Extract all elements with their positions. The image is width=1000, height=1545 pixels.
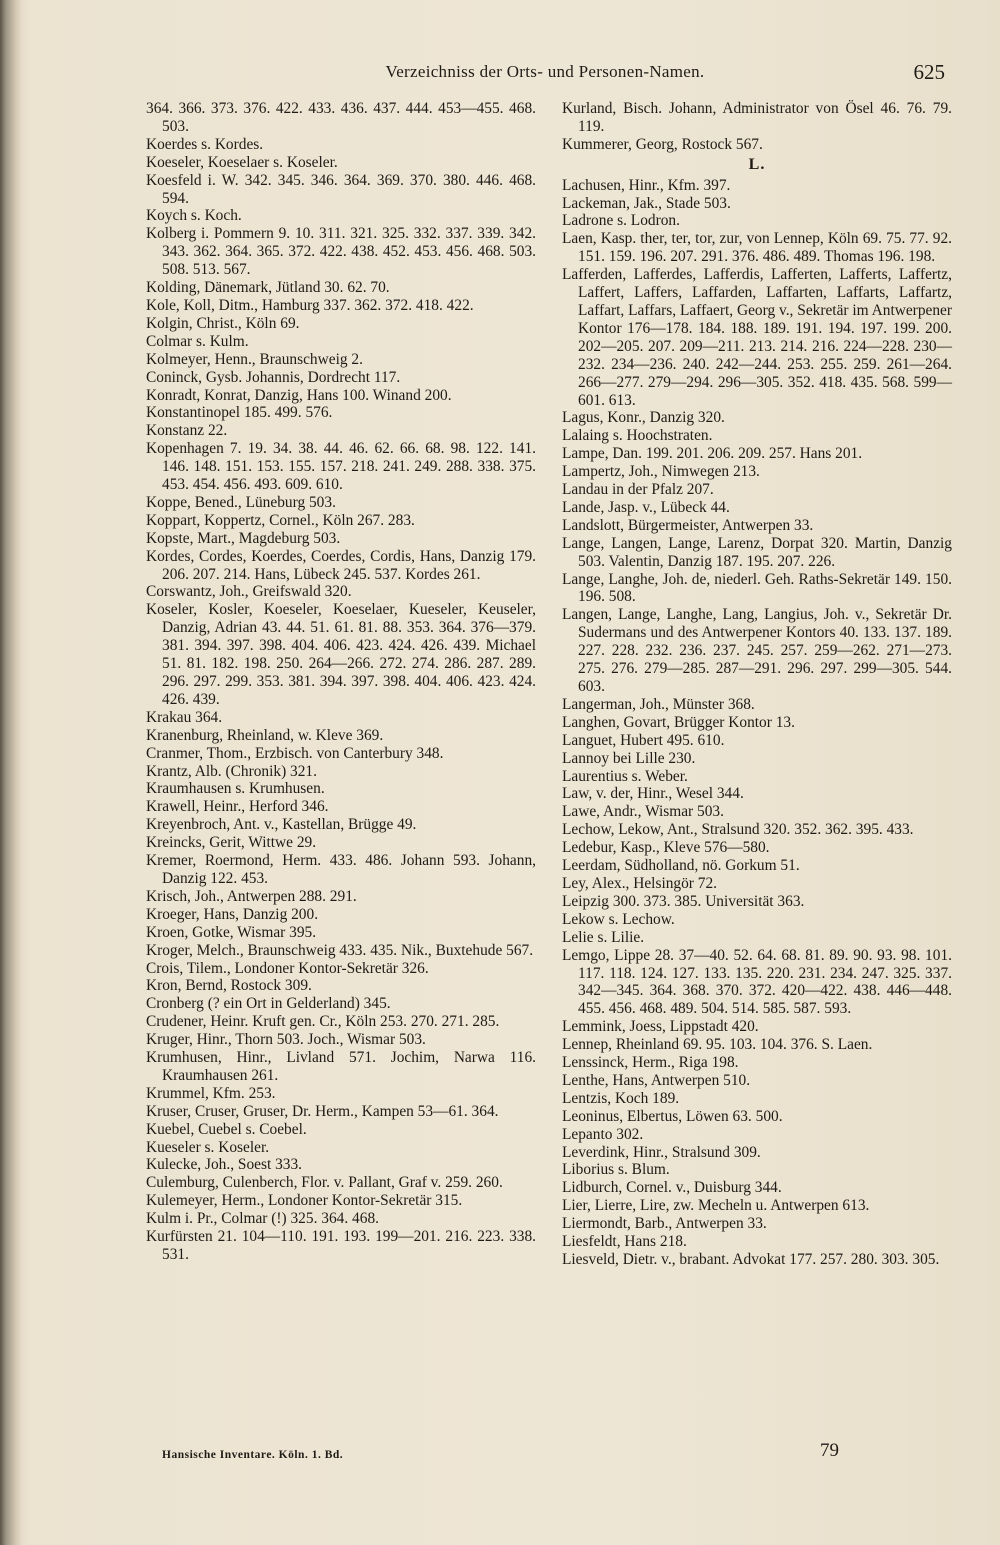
index-entry: Lechow, Lekow, Ant., Stralsund 320. 352. 362. 395. 433. xyxy=(562,821,914,839)
index-entry: Kolding, Dänemark, Jütland 30. 62. 70. xyxy=(146,279,390,297)
index-entry: Koesfeld i. W. 342. 345. 346. 364. 369. 370. 380. 446. 468. 594. xyxy=(146,171,536,207)
index-entry: Koseler, Kosler, Koeseler, Koeselaer, Kueseler, Keuseler, Danzig, Adrian 43. 44. 51. 61. 81. 88. 353. 364. 376—379. 381. 394. 397. 398. 404. 406. 423. 424. 426. 439. Michael 51. 81. 182. 198. 250. 264—266. 272. 274. 286. 287. 289. 296. 297. 299. 353. 381. 394. 397. 398. 404. 406. 423. 424. 426. 439. xyxy=(146,601,536,708)
index-entry: Coninck, Gysb. Johannis, Dordrecht 117. xyxy=(146,368,401,386)
index-entry: Lenthe, Hans, Antwerpen 510. xyxy=(562,1071,751,1089)
index-entry: Kruger, Hinr., Thorn 503. Joch., Wismar 503. xyxy=(146,1031,426,1049)
index-entry: Lentzis, Koch 189. xyxy=(562,1089,680,1107)
index-entry: Kreyenbroch, Ant. v., Kastellan, Brügge 49. xyxy=(146,816,417,834)
index-entry: Kopenhagen 7. 19. 34. 38. 44. 46. 62. 66. 68. 98. 122. 141. 146. 148. 151. 153. 155. 157. 218. 241. 249. 288. 338. 375. 453. 454. 456. 493. 609. 610. xyxy=(146,440,536,494)
index-entry: Krisch, Joh., Antwerpen 288. 291. xyxy=(146,887,357,905)
index-entry: Konstantinopel 185. 499. 576. xyxy=(146,404,333,422)
index-entry: Lachusen, Hinr., Kfm. 397. xyxy=(562,176,731,194)
index-entry: Landau in der Pfalz 207. xyxy=(562,481,714,499)
index-entry: Corswantz, Joh., Greifswald 320. xyxy=(146,583,352,601)
index-entry: Lidburch, Cornel. v., Duisburg 344. xyxy=(562,1179,782,1197)
page-number: 625 xyxy=(913,60,945,84)
index-entry: Kroeger, Hans, Danzig 200. xyxy=(146,905,319,923)
index-entry: Lekow s. Lechow. xyxy=(562,910,675,928)
index-entry: Kole, Koll, Ditm., Hamburg 337. 362. 372. 418. 422. xyxy=(146,296,474,314)
index-entry: Kolgin, Christ., Köln 69. xyxy=(146,314,300,332)
index-entry: Leverdink, Hinr., Stralsund 309. xyxy=(562,1143,761,1161)
index-entry: Lagus, Konr., Danzig 320. xyxy=(562,409,725,427)
index-entry: Ledebur, Kasp., Kleve 576—580. xyxy=(562,839,770,857)
index-entry: Lier, Lierre, Lire, zw. Mecheln u. Antwerpen 613. xyxy=(562,1197,870,1215)
index-column-left xyxy=(146,100,536,1264)
index-entry: Lennep, Rheinland 69. 95. 103. 104. 376. S. Laen. xyxy=(562,1036,873,1054)
index-entry: Kopste, Mart., Magdeburg 503. xyxy=(146,529,341,547)
index-entry: Cranmer, Thom., Erzbisch. von Canterbury 348. xyxy=(146,744,444,762)
index-entry: Colmar s. Kulm. xyxy=(146,332,249,350)
index-column-right xyxy=(562,100,952,1269)
index-entry: Kulecke, Joh., Soest 333. xyxy=(146,1156,303,1174)
index-entry: Lampertz, Joh., Nimwegen 213. xyxy=(562,463,760,481)
index-entry: Cronberg (? ein Ort in Gelderland) 345. xyxy=(146,995,391,1013)
index-entry: Languet, Hubert 495. 610. xyxy=(562,731,725,749)
index-entry: Lafferden, Lafferdes, Lafferdis, Lafferten, Lafferts, Laffertz, Laffert, Laffers, Laffarden, Laffarten, Laffarts, Laffartz, Laffart, Laffars, Laffaert, Georg v., Sekretär im Antwerpener Kontor 176—178. 184. 188. 189. 191. 194. 197. 199. 200. 202—205. 207. 209—211. 213. 214. 216. 224—228. 230—232. 234—236. 240. 242—244. 253. 255. 259. 261—264. 266—277. 279—294. 296—305. 352. 418. 435. 568. 599—601. 613. xyxy=(562,266,952,409)
index-entry: Koeseler, Koeselaer s. Koseler. xyxy=(146,153,338,171)
section-letter: L. xyxy=(748,155,766,173)
index-entry: Konradt, Konrat, Danzig, Hans 100. Winand 200. xyxy=(146,386,452,404)
index-entry: Kreincks, Gerit, Wittwe 29. xyxy=(146,834,317,852)
index-entry: Kolberg i. Pommern 9. 10. 311. 321. 325. 332. 337. 339. 342. 343. 362. 364. 365. 372. 422. 438. 452. 453. 456. 468. 503. 508. 513. 567. xyxy=(146,225,536,279)
index-entry: Krawell, Heinr., Herford 346. xyxy=(146,798,329,816)
index-entry: Koppe, Bened., Lüneburg 503. xyxy=(146,493,336,511)
page-header xyxy=(145,60,945,88)
index-entry: Kranenburg, Rheinland, w. Kleve 369. xyxy=(146,726,384,744)
index-entry: Langerman, Joh., Münster 368. xyxy=(562,695,755,713)
index-entry: Koych s. Koch. xyxy=(146,207,242,225)
index-entry: Lenssinck, Herm., Riga 198. xyxy=(562,1054,739,1072)
index-entry: Lawe, Andr., Wismar 503. xyxy=(562,803,724,821)
index-entry: Law, v. der, Hinr., Wesel 344. xyxy=(562,785,744,803)
index-entry: Culemburg, Culenberch, Flor. v. Pallant, Graf v. 259. 260. xyxy=(146,1174,503,1192)
index-entry: Kremer, Roermond, Herm. 433. 486. Johann 593. Johann, Danzig 122. 453. xyxy=(146,852,536,887)
index-entry: Leerdam, Südholland, nö. Gorkum 51. xyxy=(562,857,800,875)
entries-l xyxy=(562,177,952,1269)
index-entry: Ley, Alex., Helsingör 72. xyxy=(562,874,718,892)
index-entry: Lannoy bei Lille 230. xyxy=(562,749,696,767)
index-entry: Lange, Langhe, Joh. de, niederl. Geh. Raths-Sekretär 149. 150. 196. 508. xyxy=(562,570,952,606)
index-entry: Kulemeyer, Herm., Londoner Kontor-Sekretär 315. xyxy=(146,1192,463,1210)
index-entry: Krantz, Alb. (Chronik) 321. xyxy=(146,762,317,780)
index-entry: Koerdes s. Kordes. xyxy=(146,135,264,153)
index-entry: Lange, Langen, Lange, Larenz, Dorpat 320. Martin, Danzig 503. Valentin, Danzig 187. 195. 207. 226. xyxy=(562,534,952,570)
entries-k-continued xyxy=(562,100,952,154)
running-title: Verzeichniss der Orts- und Personen-Namen. xyxy=(385,62,705,81)
index-entry: Lalaing s. Hoochstraten. xyxy=(562,427,713,445)
index-entry: Crois, Tilem., Londoner Kontor-Sekretär 326. xyxy=(146,959,429,977)
index-entry: Kron, Bernd, Rostock 309. xyxy=(146,977,312,995)
index-entry: Laurentius s. Weber. xyxy=(562,767,688,785)
index-entry: Kruser, Cruser, Gruser, Dr. Herm., Kampen 53—61. 364. xyxy=(146,1102,499,1120)
index-entry: Kuebel, Cuebel s. Coebel. xyxy=(146,1120,307,1138)
index-entry: Landslott, Bürgermeister, Antwerpen 33. xyxy=(562,516,814,534)
index-entry: Lemgo, Lippe 28. 37—40. 52. 64. 68. 81. 89. 90. 93. 98. 101. 117. 118. 124. 127. 133. 135. 220. 231. 234. 247. 325. 337. 342—345. 364. 368. 370. 372. 420—422. 438. 446—448. 455. 456. 468. 489. 504. 514. 585. 587. 593. xyxy=(562,946,952,1018)
index-entry: Lackeman, Jak., Stade 503. xyxy=(562,194,731,212)
index-entry: Leipzig 300. 373. 385. Universität 363. xyxy=(562,892,805,910)
sheet-number: 79 xyxy=(820,1440,839,1461)
index-entry: Liesveld, Dietr. v., brabant. Advokat 177. 257. 280. 303. 305. xyxy=(562,1251,940,1268)
index-entry: Lepanto 302. xyxy=(562,1125,644,1143)
index-entry: Langen, Lange, Langhe, Lang, Langius, Joh. v., Sekretär Dr. Sudermans und des Antwerpener Kontors 40. 133. 137. 189. 227. 228. 232. 236. 237. 245. 257. 259—262. 271—273. 275. 276. 279—285. 287—291. 296. 297. 299—305. 544. 603. xyxy=(562,606,952,695)
index-entry: Liesfeldt, Hans 218. xyxy=(562,1233,687,1251)
index-entry: Kroen, Gotke, Wismar 395. xyxy=(146,923,317,941)
index-entry: Kurfürsten 21. 104—110. 191. 193. 199—201. 216. 223. 338. 531. xyxy=(146,1228,536,1263)
index-entry: Kolmeyer, Henn., Braunschweig 2. xyxy=(146,350,363,368)
index-entry: Lemmink, Joess, Lippstadt 420. xyxy=(562,1018,759,1036)
index-entry: Kraumhausen s. Krumhusen. xyxy=(146,780,325,798)
index-entry: Kueseler s. Koseler. xyxy=(146,1138,270,1156)
index-entry: Krummel, Kfm. 253. xyxy=(146,1084,276,1102)
index-entry: Krumhusen, Hinr., Livland 571. Jochim, Narwa 116. Kraumhausen 261. xyxy=(146,1049,536,1084)
index-entry: Kummerer, Georg, Rostock 567. xyxy=(562,135,763,153)
index-entry: Konstanz 22. xyxy=(146,422,228,440)
index-entry: Leoninus, Elbertus, Löwen 63. 500. xyxy=(562,1107,783,1125)
index-entry: Lande, Jasp. v., Lübeck 44. xyxy=(562,498,730,516)
index-entry: 364. 366. 373. 376. 422. 433. 436. 437. 444. 453—455. 468. 503. xyxy=(146,100,536,135)
index-entry: Crudener, Heinr. Kruft gen. Cr., Köln 253. 270. 271. 285. xyxy=(146,1013,500,1031)
index-entry: Krakau 364. xyxy=(146,708,223,726)
index-entry: Liermondt, Barb., Antwerpen 33. xyxy=(562,1215,767,1233)
index-entry: Kordes, Cordes, Koerdes, Coerdes, Cordis, Hans, Danzig 179. 206. 207. 214. Hans, Lübeck 245. 537. Kordes 261. xyxy=(146,547,536,583)
index-entry: Langhen, Govart, Brügger Kontor 13. xyxy=(562,713,795,731)
index-entry: Liborius s. Blum. xyxy=(562,1161,670,1179)
index-entry: Ladrone s. Lodron. xyxy=(562,212,680,230)
index-entry: Kroger, Melch., Braunschweig 433. 435. Nik., Buxtehude 567. xyxy=(146,941,534,959)
index-entry: Kulm i. Pr., Colmar (!) 325. 364. 468. xyxy=(146,1210,379,1228)
book-spine-shadow xyxy=(0,0,22,1545)
index-entry: Koppart, Koppertz, Cornel., Köln 267. 283. xyxy=(146,511,415,529)
index-entry: Lelie s. Lilie. xyxy=(562,928,645,946)
index-entry: Kurland, Bisch. Johann, Administrator von Ösel 46. 76. 79. 119. xyxy=(562,100,952,135)
index-entry: Laen, Kasp. ther, ter, tor, zur, von Lennep, Köln 69. 75. 77. 92. 151. 159. 196. 207. 291. 376. 486. 489. Thomas 196. 198. xyxy=(562,230,952,266)
index-entry: Lampe, Dan. 199. 201. 206. 209. 257. Hans 201. xyxy=(562,445,863,463)
printer-signature: Hansische Inventare. Köln. 1. Bd. xyxy=(162,1449,344,1461)
